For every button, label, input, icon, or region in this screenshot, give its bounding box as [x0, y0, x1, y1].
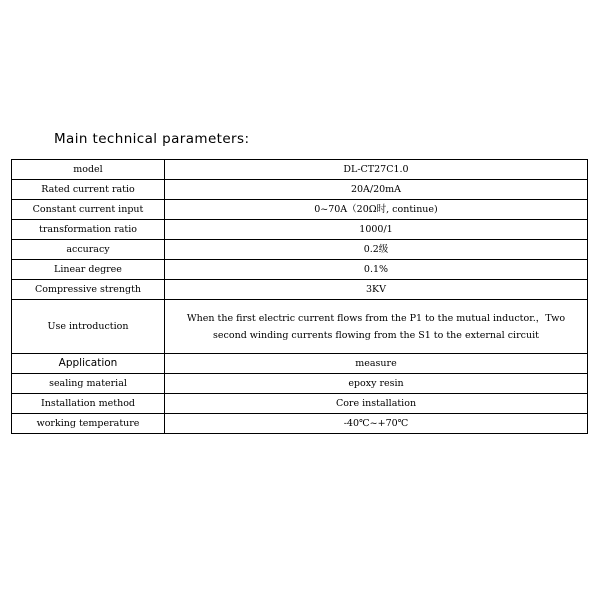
param-value-accuracy: 0.2级 — [165, 240, 588, 260]
param-value-application: measure — [165, 354, 588, 374]
param-label-linear-degree: Linear degree — [12, 260, 165, 280]
param-label-installation-method: Installation method — [12, 394, 165, 414]
table-row — [12, 394, 588, 414]
param-label-constant-current-input: Constant current input — [12, 200, 165, 220]
table-row — [12, 280, 588, 300]
table-row — [12, 200, 588, 220]
technical-parameters-table — [11, 159, 588, 434]
table-row — [12, 240, 588, 260]
table-row — [12, 414, 588, 434]
table-row — [12, 160, 588, 180]
param-value-compressive-strength: 3KV — [165, 280, 588, 300]
param-label-application: Application — [12, 354, 165, 374]
param-label-compressive-strength: Compressive strength — [12, 280, 165, 300]
table-row — [12, 220, 588, 240]
table-row — [12, 180, 588, 200]
param-value-constant-current-input: 0~70A（20Ω时, continue) — [165, 200, 588, 220]
param-label-accuracy: accuracy — [12, 240, 165, 260]
param-value-transformation-ratio: 1000/1 — [165, 220, 588, 240]
param-value-installation-method: Core installation — [165, 394, 588, 414]
param-label-sealing-material: sealing material — [12, 374, 165, 394]
table-row — [12, 260, 588, 280]
param-value-model: DL-CT27C1.0 — [165, 160, 588, 180]
param-value-linear-degree: 0.1% — [165, 260, 588, 280]
param-label-model: model — [12, 160, 165, 180]
section-heading: Main technical parameters: — [54, 131, 250, 147]
param-label-rated-current-ratio: Rated current ratio — [12, 180, 165, 200]
param-label-use-introduction: Use introduction — [12, 300, 165, 354]
table-row — [12, 300, 588, 354]
param-value-working-temperature: -40℃~+70℃ — [165, 414, 588, 434]
param-value-use-introduction: When the first electric current flows from the P1 to the mutual inductor.，Two second winding currents flowing from the S1 to the external circuit — [165, 300, 588, 354]
param-value-sealing-material: epoxy resin — [165, 374, 588, 394]
param-label-working-temperature: working temperature — [12, 414, 165, 434]
table-row — [12, 374, 588, 394]
param-label-transformation-ratio: transformation ratio — [12, 220, 165, 240]
table-row — [12, 354, 588, 374]
param-value-rated-current-ratio: 20A/20mA — [165, 180, 588, 200]
